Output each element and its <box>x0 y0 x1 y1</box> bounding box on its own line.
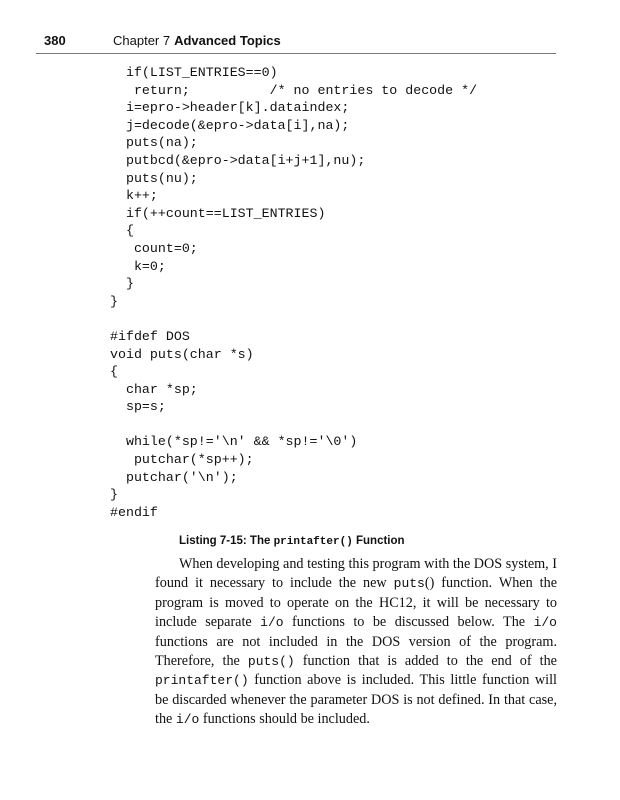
code-line: #endif <box>110 504 158 520</box>
caption-prefix: Listing 7-15: The <box>179 535 274 547</box>
paragraph-text: functions to be discussed below. The <box>283 614 534 631</box>
code-line: char *sp; <box>110 381 198 397</box>
inline-code: puts() <box>247 654 295 670</box>
body-paragraph <box>155 555 557 730</box>
inline-code: i/o <box>533 615 557 631</box>
code-listing <box>110 64 477 521</box>
running-header <box>36 33 556 51</box>
code-line: count=0; <box>110 240 198 256</box>
code-line: } <box>110 276 134 292</box>
code-line: } <box>110 293 118 309</box>
code-line: { <box>110 223 134 239</box>
chapter-number: Chapter 7 <box>113 33 171 48</box>
paragraph-text: functions are not included in the DOS version of the program. Therefore, the <box>155 633 557 670</box>
code-line: sp=s; <box>110 399 166 415</box>
paragraph-text: function that is added to the end of the <box>294 653 557 670</box>
caption-suffix: Function <box>352 535 405 547</box>
code-line: #ifdef DOS <box>110 328 190 344</box>
listing-caption <box>179 535 405 548</box>
code-line: while(*sp!='\n' && *sp!='\0') <box>110 434 358 450</box>
code-line: putchar('\n'); <box>110 469 238 485</box>
code-line: return; /* no entries to decode */ <box>110 82 478 98</box>
chapter-label <box>113 33 281 48</box>
code-line: k++; <box>110 188 158 204</box>
code-line: if(++count==LIST_ENTRIES) <box>110 205 326 221</box>
paragraph-text: functions should be included. <box>199 711 370 728</box>
chapter-topic: Advanced Topics <box>174 33 281 48</box>
inline-code: printafter() <box>155 673 249 689</box>
code-line: i=epro->header[k].dataindex; <box>110 100 350 116</box>
paragraph-text: function above is included. This little function will be discarded whenever the parameter DOS is not defined. In that case, the <box>155 672 557 728</box>
code-line: void puts(char *s) <box>110 346 254 362</box>
code-line: } <box>110 487 118 503</box>
inline-code: i/o <box>260 615 284 631</box>
code-line: if(LIST_ENTRIES==0) <box>110 65 278 80</box>
code-line: putbcd(&epro->data[i+j+1],nu); <box>110 152 366 168</box>
inline-code: i/o <box>175 712 200 728</box>
code-line: { <box>110 364 118 380</box>
code-line: putchar(*sp++); <box>110 452 254 468</box>
code-line: k=0; <box>110 258 166 274</box>
caption-code: printafter() <box>273 536 353 548</box>
code-line: j=decode(&epro->data[i],na); <box>110 117 350 133</box>
code-line: puts(na); <box>110 135 198 151</box>
page-number: 380 <box>44 33 66 48</box>
paragraph-text: When developing and testing this program with the DOS system, I found it necessary to include the new <box>155 556 557 592</box>
inline-code: puts <box>393 576 425 592</box>
code-line: puts(nu); <box>110 170 198 186</box>
paragraph-text: () function. When the program is moved to operate on the HC12, it will be necessary to include separate <box>155 575 557 631</box>
header-rule <box>36 53 556 54</box>
